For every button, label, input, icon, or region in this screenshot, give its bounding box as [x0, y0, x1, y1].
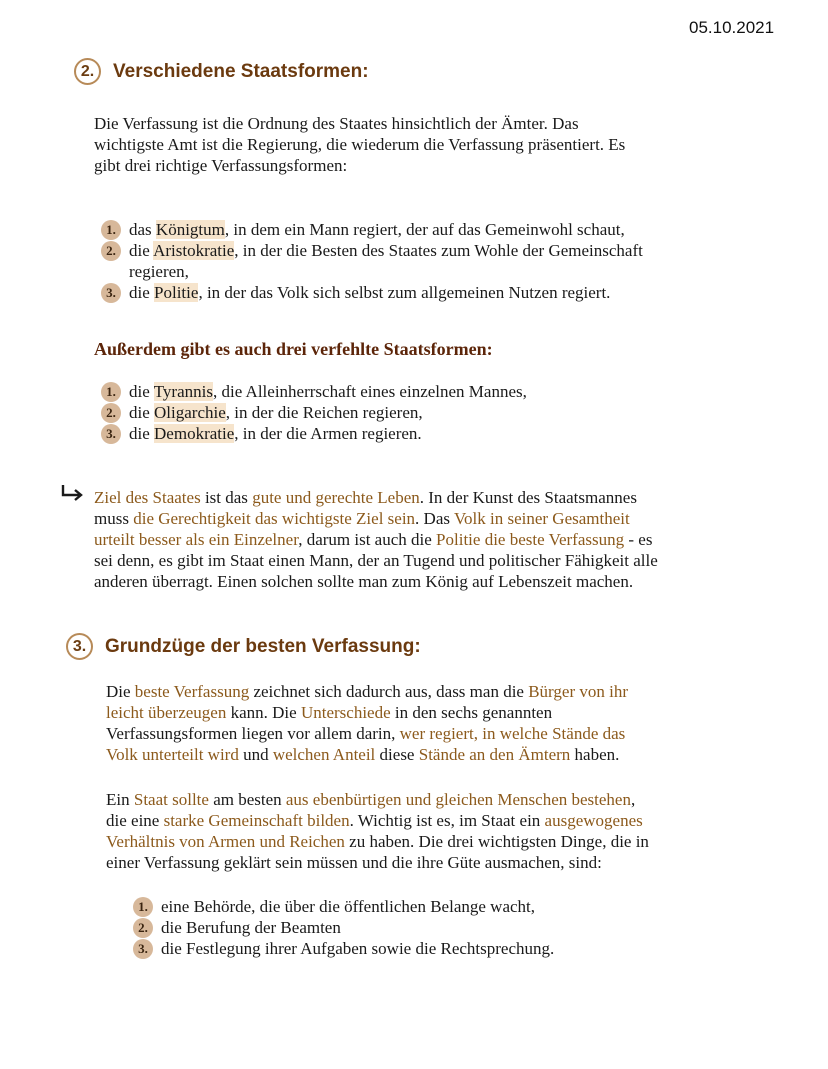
- highlighted-term: Tyrannis: [153, 382, 213, 401]
- constitution-elements-list: [133, 896, 554, 959]
- text-line: Die Verfassung ist die Ordnung des Staates hinsichtlich der Ämter. Das: [94, 114, 579, 133]
- number-badge: 3.: [133, 939, 153, 959]
- number-badge: 1.: [133, 897, 153, 917]
- section-number-circle: 2.: [74, 58, 101, 85]
- number-badge: 1.: [101, 220, 121, 240]
- list-item: 2. die Oligarchie, in der die Reichen regieren,: [101, 402, 527, 423]
- highlighted-term: Aristokratie: [153, 241, 235, 260]
- number-badge: 2.: [101, 403, 121, 423]
- failed-forms-list: [101, 381, 527, 444]
- goal-paragraph: Ziel des Staates ist das gute und gerechte Leben. In der Kunst des Staatsmannes muss die Gerechtigkeit das wichtigste Ziel sein. Das Volk in seiner Gesamtheit urteilt besser als ein Einzelner, darum ist auch die Politie die beste Verfassung - es sei denn, es gibt im Staat einen Mann, der an Tugend und politischer Fähigkeit alle anderen überragt. Einen solchen sollte man zum König auf Lebenszeit machen.: [94, 488, 658, 591]
- state-paragraph: Ein Staat sollte am besten aus ebenbürtigen und gleichen Menschen bestehen, die eine starke Gemeinschaft bilden. Wichtig ist es, im Staat ein ausgewogenes Verhältnis von Armen und Reichen zu haben. Die drei wichtigsten Dinge, die in einer Verfassung geklärt sein müssen und die ihre Güte ausmachen, sind:: [106, 790, 649, 872]
- correct-forms-list: [101, 219, 643, 303]
- highlighted-term: Politie: [154, 283, 199, 302]
- text-line: gibt drei richtige Verfassungsformen:: [94, 156, 348, 175]
- number-badge: 1.: [101, 382, 121, 402]
- list-item: 1. die Tyrannis, die Alleinherrschaft eines einzelnen Mannes,: [101, 381, 527, 402]
- number-badge: 3.: [101, 424, 121, 444]
- failed-forms-subheading: Außerdem gibt es auch drei verfehlte Staatsformen:: [94, 339, 493, 359]
- highlighted-term: Oligarchie: [154, 403, 226, 422]
- section-number-circle: 3.: [66, 633, 93, 660]
- best-constitution-paragraph: Die beste Verfassung zeichnet sich dadurch aus, dass man die Bürger von ihr leicht überzeugen kann. Die Unterschiede in den sechs genannten Verfassungsformen liegen vor allem darin, wer regiert, in welche Stände das Volk unterteilt wird und welchen Anteil diese Stände an den Ämtern haben.: [106, 682, 629, 764]
- list-item: 3. die Politie, in der das Volk sich selbst zum allgemeinen Nutzen regiert.: [101, 282, 643, 303]
- number-badge: 2.: [101, 241, 121, 261]
- intro-paragraph: [94, 113, 625, 176]
- number-badge: 2.: [133, 918, 153, 938]
- list-item: 3. die Demokratie, in der die Armen regieren.: [101, 423, 527, 444]
- highlighted-term: Königtum: [155, 220, 225, 239]
- list-item: 2. die Berufung der Beamten: [133, 917, 554, 938]
- section-3-heading: [66, 633, 421, 660]
- section-title: Grundzüge der besten Verfassung:: [105, 635, 421, 657]
- date: 05.10.2021: [689, 18, 775, 37]
- list-item: 3. die Festlegung ihrer Aufgaben sowie die Rechtsprechung.: [133, 938, 554, 959]
- text-line: wichtigste Amt ist die Regierung, die wiederum die Verfassung präsentiert. Es: [94, 135, 626, 154]
- arrow-right-icon: [60, 484, 84, 502]
- list-item: 1. das Königtum, in dem ein Mann regiert, der auf das Gemeinwohl schaut,: [101, 219, 643, 240]
- section-title: Verschiedene Staatsformen:: [113, 60, 369, 82]
- number-badge: 3.: [101, 283, 121, 303]
- list-item: 2. die Aristokratie, in der die Besten des Staates zum Wohle der Gemeinschaft regieren,: [101, 240, 643, 282]
- highlighted-term: Demokratie: [154, 424, 235, 443]
- section-2-heading: [74, 58, 369, 85]
- list-item: 1. eine Behörde, die über die öffentlichen Belange wacht,: [133, 896, 554, 917]
